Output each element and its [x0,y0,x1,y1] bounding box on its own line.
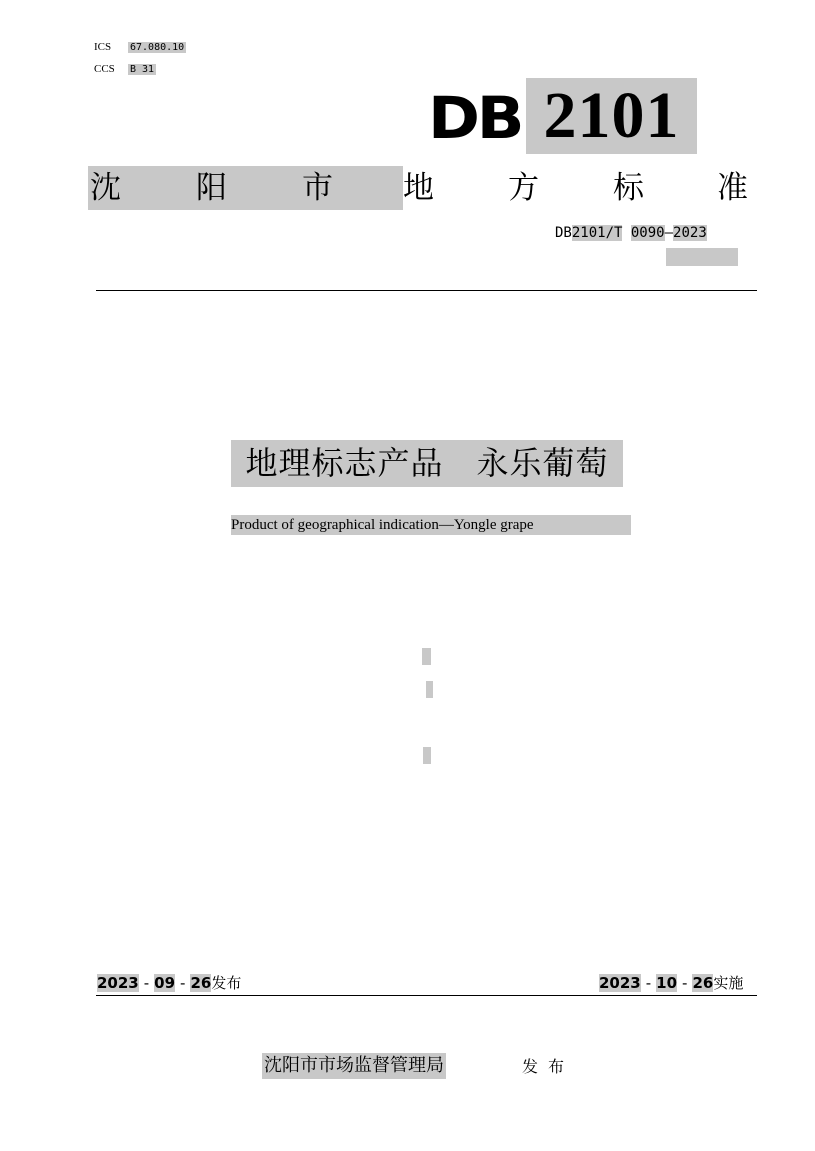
publish-month: 09 [154,974,176,992]
implement-label: 实施 [713,974,744,992]
publish-label: 发布 [211,974,242,992]
db-logo-number: 2101 [526,78,697,154]
implement-year: 2023 [599,974,641,992]
placeholder-mark [426,681,433,698]
ccs-value: B 31 [130,64,155,75]
ccs-classification [94,62,156,77]
ics-value: 67.080.10 [130,42,185,53]
code-prefix: DB [555,225,572,241]
implement-day: 26 [692,974,714,992]
publish-year: 2023 [97,974,139,992]
issuer-action: 发布 [522,1057,575,1076]
standard-type-char: 标 [613,170,644,206]
standard-type-char: 地 [403,170,434,206]
standard-type-char: 准 [717,170,748,206]
standard-type-char: 市 [302,170,333,206]
publish-date: 2023 - 09 - 26发布 [97,974,242,992]
implement-date: 2023 - 10 - 26实施 [599,974,744,992]
ics-label: ICS [94,41,112,53]
standard-type-char: 阳 [196,170,227,206]
ics-classification [94,40,186,55]
code-serial: 0090 [630,225,665,241]
standard-type-char: 沈 [90,170,121,206]
placeholder-mark [422,648,431,665]
publish-day: 26 [190,974,212,992]
placeholder-mark [423,747,431,764]
title-english: Product of geographical indication—Yongle grape [231,515,631,535]
top-divider [96,290,757,291]
db-logo-prefix: DB [428,84,522,152]
standard-type-highlight [88,166,403,210]
standard-code [555,224,707,242]
standard-type-char: 方 [508,170,539,206]
bottom-divider [96,995,757,996]
title-chinese: 地理标志产品 永乐葡萄 [231,440,623,487]
implement-month: 10 [656,974,678,992]
code-year: 2023 [673,225,707,241]
code-dash: — [664,225,674,241]
ccs-label: CCS [94,63,115,75]
code-placeholder-bar [666,248,738,266]
issuer-name: 沈阳市市场监督管理局 [262,1053,446,1079]
code-region: 2101/T [571,225,623,241]
